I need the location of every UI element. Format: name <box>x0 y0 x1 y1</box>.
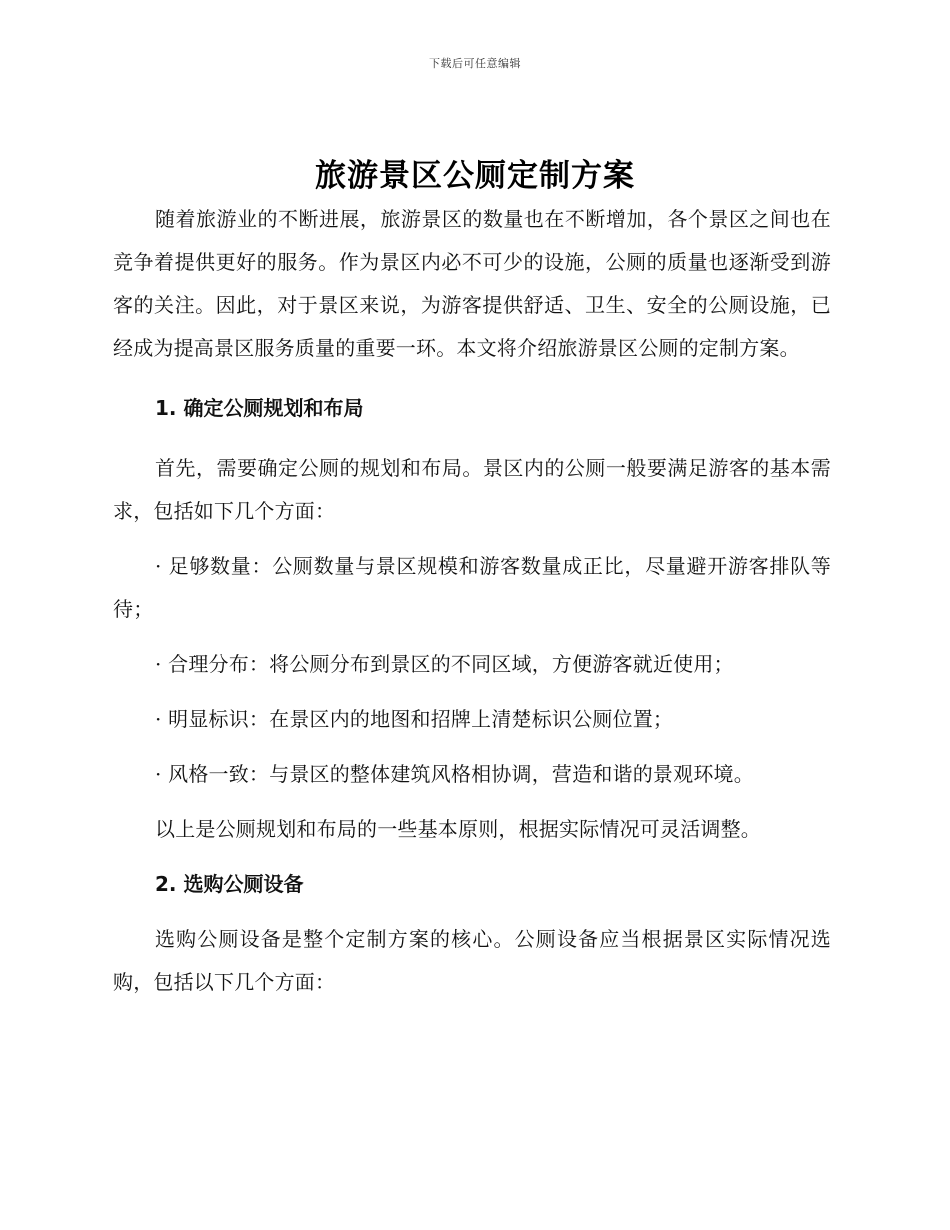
section-heading-1: 1. 确定公厕规划和布局 <box>155 396 364 420</box>
document-title: 旅游景区公厕定制方案 <box>315 158 635 194</box>
bullet-item-4: · 风格一致：与景区的整体建筑风格相协调，营造和谐的景观环境。 <box>155 762 754 786</box>
bullet-item-3: · 明显标识：在景区内的地图和招牌上清楚标识公厕位置； <box>155 707 674 731</box>
header-note: 下载后可任意编辑 <box>429 57 521 70</box>
bullet-item-1: · 足够数量：公厕数量与景区规模和游客数量成正比，尽量避开游客排队等待； <box>113 554 831 621</box>
intro-paragraph: 随着旅游业的不断进展，旅游景区的数量也在不断增加，各个景区之间也在竞争着提供更好的服务。作为景区内必不可少的设施，公厕的质量也逐渐受到游客的关注。因此，对于景区来说，为游客提供舒适、卫生、安全的公厕设施，已经成为提高景区服务质量的重要一环。本文将介绍旅游景区公厕的定制方案。 <box>113 207 831 360</box>
bullet-item-2: · 合理分布：将公厕分布到景区的不同区域，方便游客就近使用； <box>155 652 734 676</box>
section1-paragraph: 首先，需要确定公厕的规划和布局。景区内的公厕一般要满足游客的基本需求，包括如下几个方面： <box>113 456 831 523</box>
section2-paragraph: 选购公厕设备是整个定制方案的核心。公厕设备应当根据景区实际情况选购，包括以下几个方面： <box>113 927 831 994</box>
summary-paragraph: 以上是公厕规划和布局的一些基本原则，根据实际情况可灵活调整。 <box>155 817 761 841</box>
document-body <box>113 198 831 1004</box>
section-heading-2: 2. 选购公厕设备 <box>155 872 304 896</box>
